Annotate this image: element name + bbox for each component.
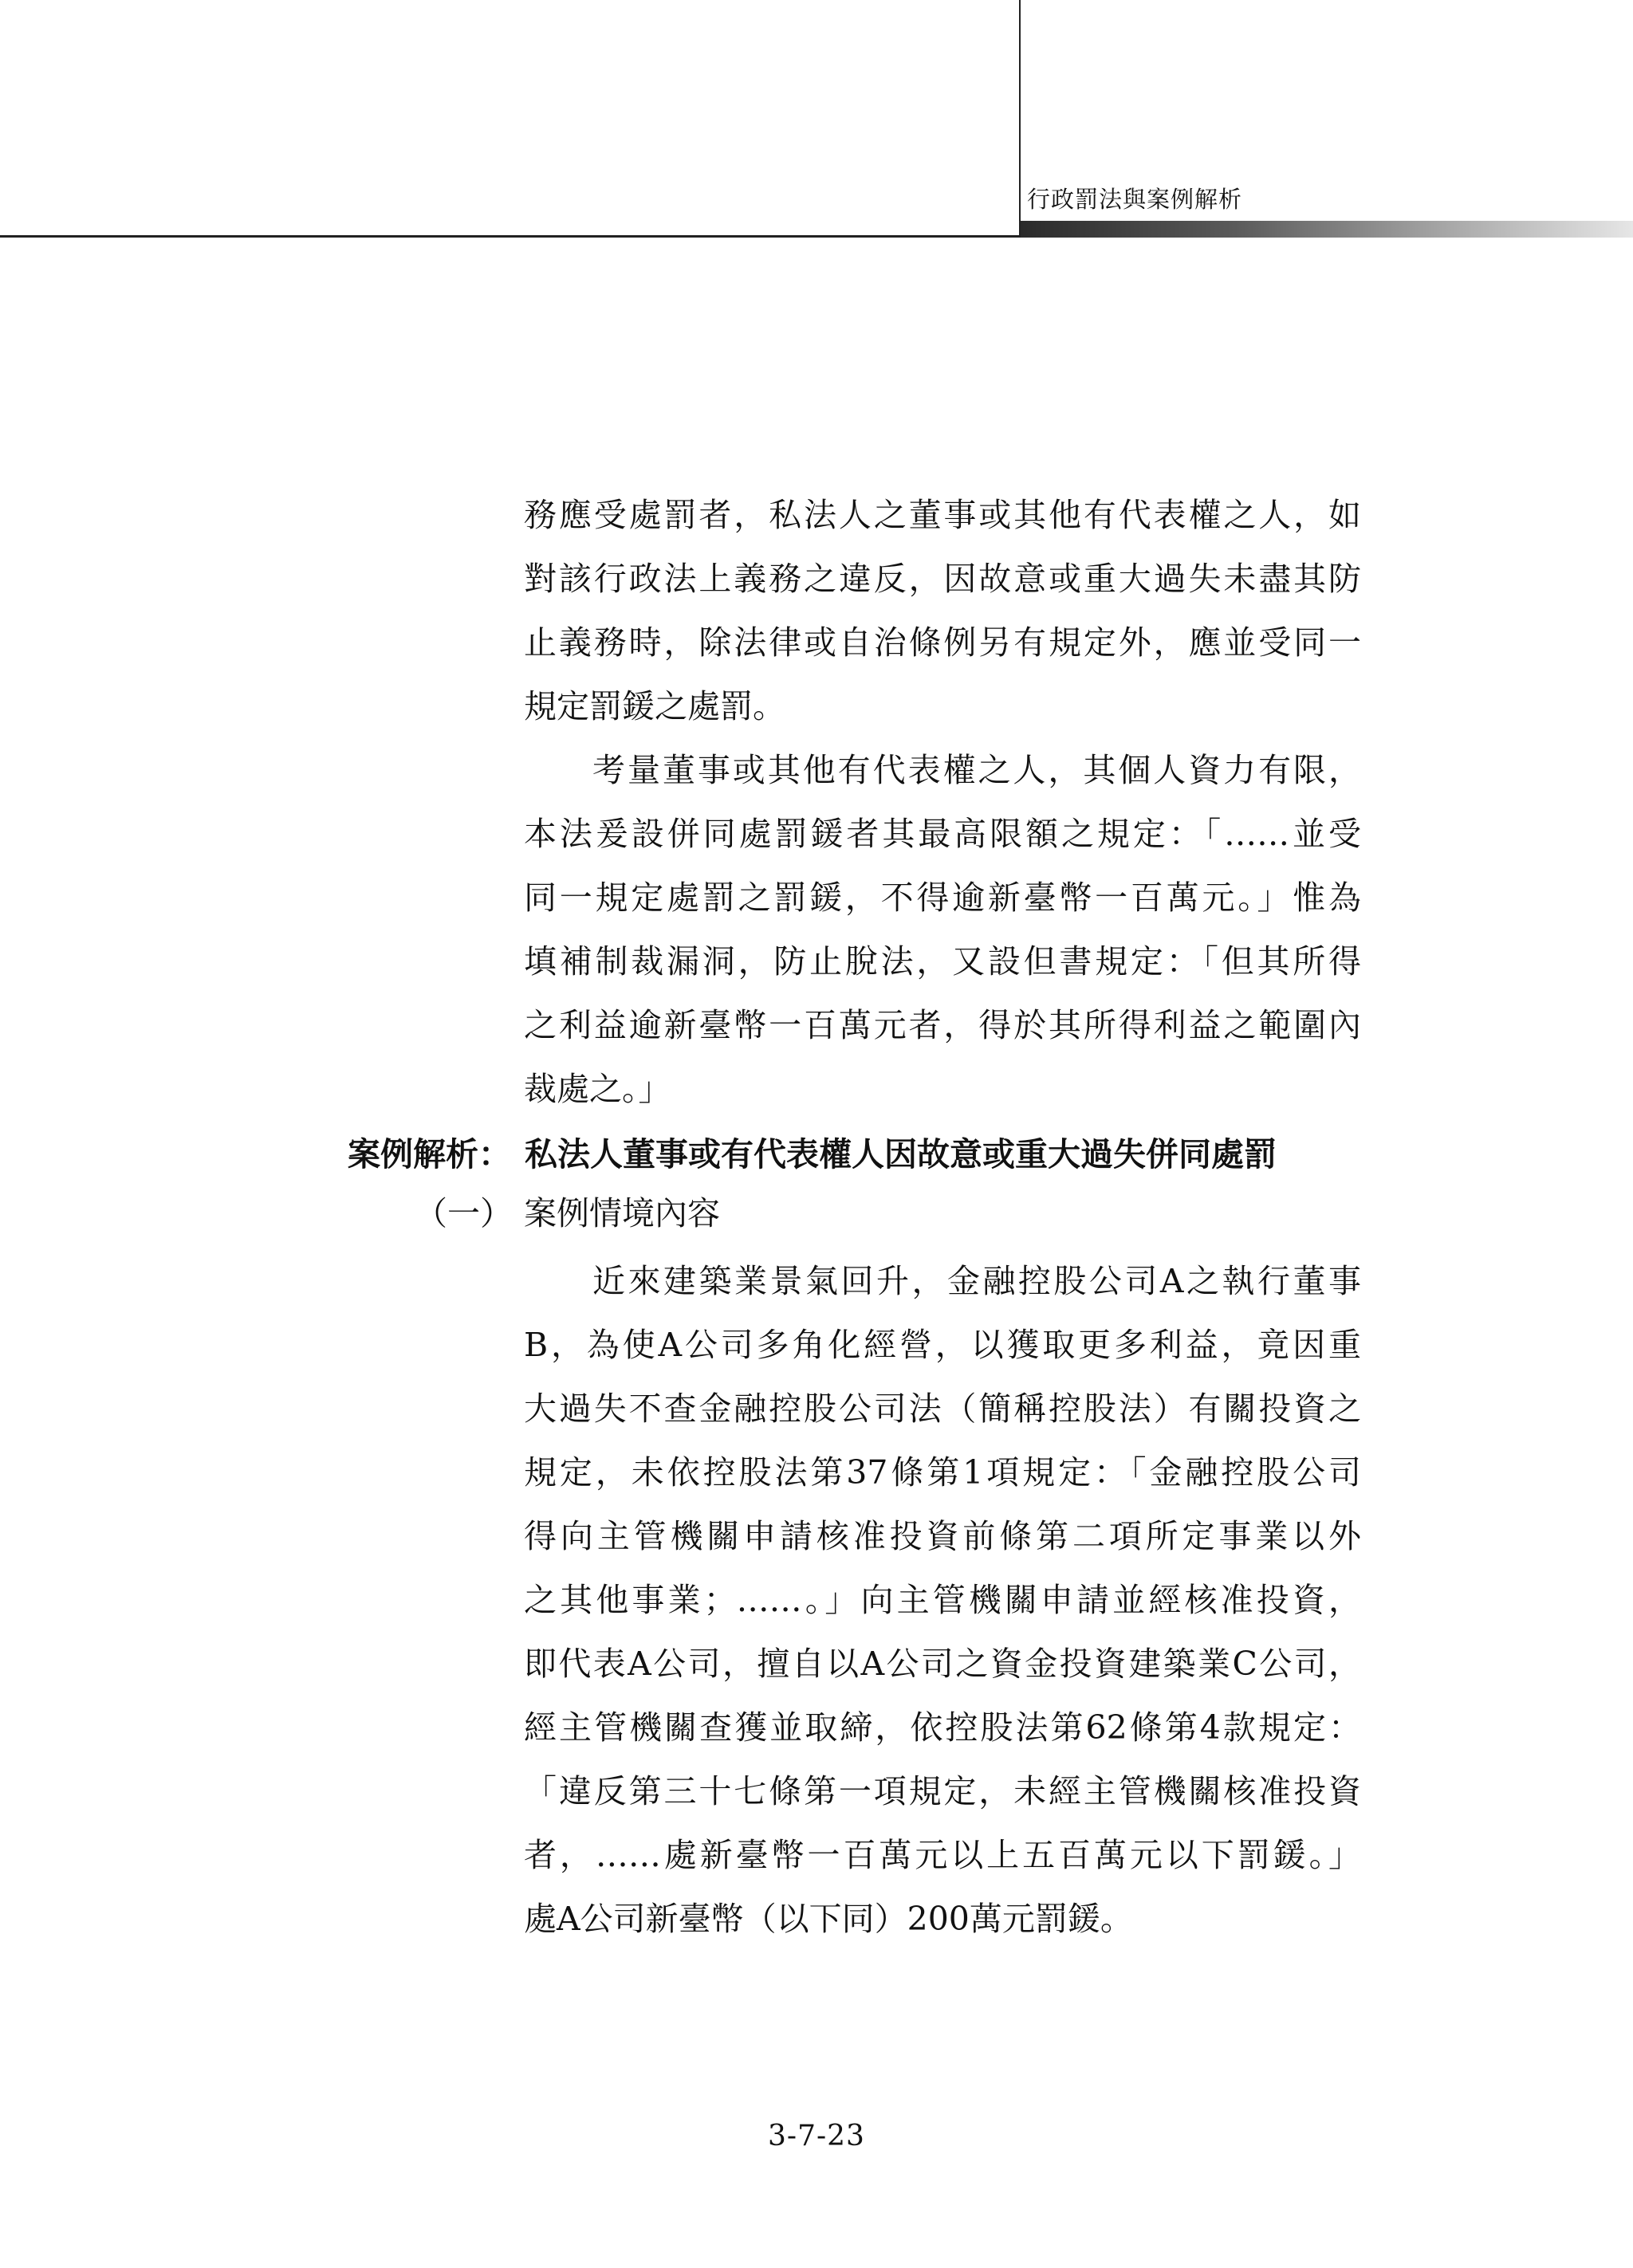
para3-line-11: 處A公司新臺幣（以下同）200萬元罰鍰。 bbox=[524, 1900, 1133, 1938]
para3-line-3: 大過失不查金融控股公司法（簡稱控股法）有關投資之 bbox=[524, 1389, 1361, 1428]
case-heading bbox=[348, 1129, 1364, 1180]
header-vertical-rule bbox=[1019, 0, 1021, 238]
para3-line-1: 近來建築業景氣回升，金融控股公司A之執行董事 bbox=[592, 1262, 1361, 1300]
para1-line-1: 務應受處罰者，私法人之董事或其他有代表權之人，如 bbox=[524, 496, 1361, 534]
para2-line-2: 本法爰設併同處罰鍰者其最高限額之規定：「……並受 bbox=[524, 815, 1361, 853]
para2-line-4: 填補制裁漏洞，防止脫法，又設但書規定：「但其所得 bbox=[524, 942, 1361, 981]
para1-line-3: 止義務時，除法律或自治條例另有規定外，應並受同一 bbox=[524, 623, 1361, 662]
page-number: 3-7-23 bbox=[768, 2120, 865, 2152]
para3-line-4: 規定，未依控股法第37條第1項規定：「金融控股公司 bbox=[524, 1453, 1361, 1492]
para1-line-2: 對該行政法上義務之違反，因故意或重大過失未盡其防 bbox=[524, 560, 1361, 598]
para3-line-9: 「違反第三十七條第一項規定，未經主管機關核准投資 bbox=[524, 1772, 1361, 1810]
section-subheading bbox=[415, 1188, 720, 1239]
case-heading-title: 私法人董事或有代表權人因故意或重大過失併同處罰 bbox=[525, 1135, 1277, 1173]
para3-line-6: 之其他事業；……。」向主管機關申請並經核准投資， bbox=[524, 1581, 1361, 1619]
section-number: （一） bbox=[415, 1194, 513, 1232]
section-title: 案例情境內容 bbox=[524, 1194, 720, 1232]
para3-line-7: 即代表A公司，擅自以A公司之資金投資建築業C公司， bbox=[524, 1645, 1361, 1683]
para2-line-5: 之利益逾新臺幣一百萬元者，得於其所得利益之範圍內 bbox=[524, 1006, 1361, 1044]
header-rule bbox=[0, 235, 1021, 238]
para3-line-5: 得向主管機關申請核准投資前條第二項所定事業以外 bbox=[524, 1517, 1361, 1555]
para2-line-3: 同一規定處罰之罰鍰，不得逾新臺幣一百萬元。」惟為 bbox=[524, 879, 1361, 917]
case-heading-label: 案例解析： bbox=[348, 1135, 511, 1173]
para2-line-1: 考量董事或其他有代表權之人，其個人資力有限， bbox=[592, 751, 1361, 789]
running-title: 行政罰法與案例解析 bbox=[1027, 186, 1243, 213]
para3-line-10: 者，……處新臺幣一百萬元以上五百萬元以下罰鍰。」 bbox=[524, 1836, 1361, 1874]
para3-line-2: B，為使A公司多角化經營，以獲取更多利益，竟因重 bbox=[524, 1326, 1361, 1364]
para2-line-6: 裁處之。」 bbox=[524, 1070, 671, 1108]
header-gradient-bar bbox=[1021, 221, 1633, 238]
para3-line-8: 經主管機關查獲並取締，依控股法第62條第4款規定： bbox=[524, 1708, 1361, 1747]
para1-line-4: 規定罰鍰之處罰。 bbox=[524, 687, 785, 725]
